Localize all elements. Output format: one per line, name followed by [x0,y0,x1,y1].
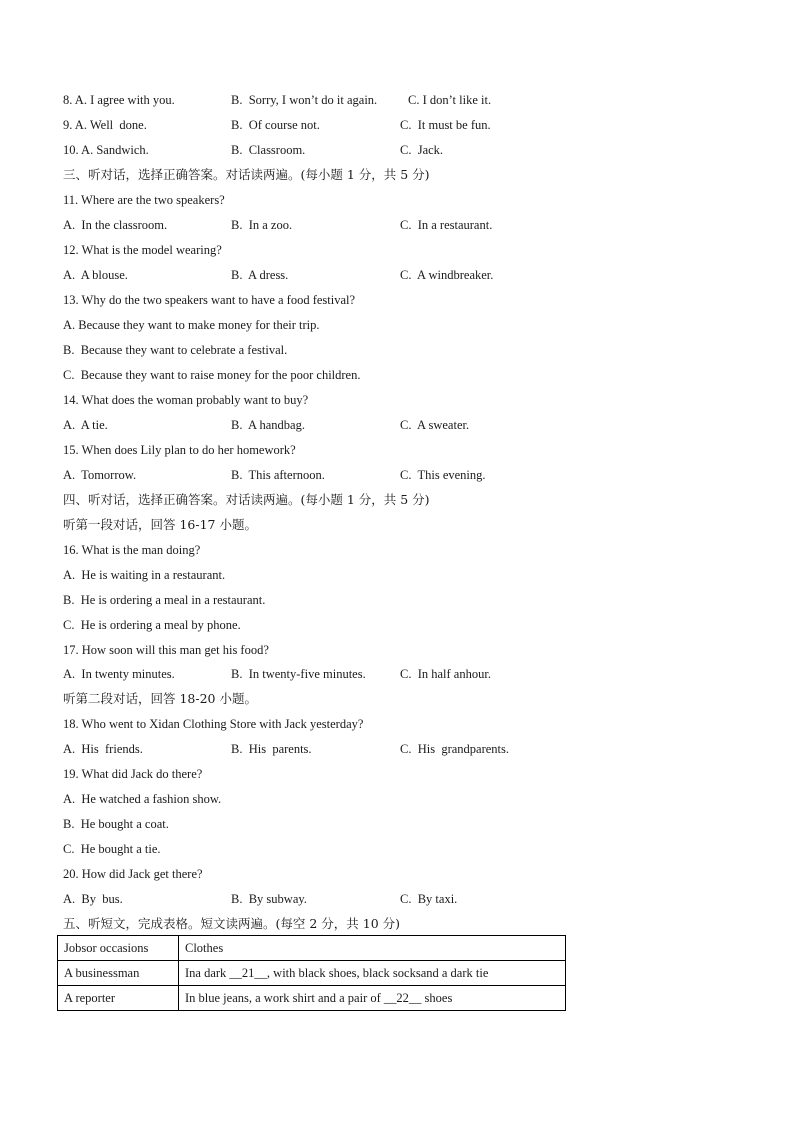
dialog-1-instruction: 听第一段对话，回答 16-17 小题。 [63,517,257,532]
q13-option-c: C. Because they want to raise money for the poor children. [63,368,361,382]
q15-option-a: A. Tomorrow. [63,468,137,482]
cell-text-after: , with black shoes, black socksand a dark tie [266,965,489,980]
section-3-heading: 三、听对话，选择正确答案。对话读两遍。(每小题 1 分，共 5 分) [63,167,430,182]
clothes-table [57,935,566,1011]
q19-stem: 19. What did Jack do there? [63,767,203,781]
table-cell-job: A reporter [58,986,179,1011]
dialog-2-instruction: 听第二段对话，回答 18-20 小题。 [63,691,257,706]
q12-option-b: B. A dress. [231,268,289,282]
table-row [58,961,566,986]
q15-stem: 15. When does Lily plan to do her homework? [63,443,296,457]
q19-option-c: C. He bought a tie. [63,842,161,856]
q12-option-c: C. A windbreaker. [400,268,494,282]
table-header-row [58,936,566,961]
cell-text-before: Ina dark [185,965,230,980]
q18-option-b: B. His parents. [231,742,312,756]
q18-option-a: A. His friends. [63,742,143,756]
q20-option-a: A. By bus. [63,892,123,906]
table-cell-clothes [179,961,566,986]
q17-stem: 17. How soon will this man get his food? [63,643,269,657]
q13-stem: 13. Why do the two speakers want to have a food festival? [63,293,356,307]
table-header-clothes: Clothes [179,936,566,961]
q15-option-c: C. This evening. [400,468,486,482]
q14-option-c: C. A sweater. [400,418,470,432]
q10-option-c: C. Jack. [400,143,444,157]
cell-text-after: shoes [421,990,453,1005]
section-4-heading: 四、听对话，选择正确答案。对话读两遍。(每小题 1 分，共 5 分) [63,492,430,507]
q15-option-b: B. This afternoon. [231,468,325,482]
q12-stem: 12. What is the model wearing? [63,243,222,257]
table-header-jobs: Jobsor occasions [58,936,179,961]
q11-option-b: B. In a zoo. [231,218,293,232]
q11-stem: 11. Where are the two speakers? [63,193,225,207]
q16-option-c: C. He is ordering a meal by phone. [63,618,241,632]
q16-option-a: A. He is waiting in a restaurant. [63,568,226,582]
q20-option-b: B. By subway. [231,892,307,906]
q18-option-c: C. His grandparents. [400,742,510,756]
answer-blank-22[interactable]: __22__ [383,990,422,1005]
q20-option-c: C. By taxi. [400,892,458,906]
q9-option-a: 9. A. Well done. [63,118,147,132]
q17-option-b: B. In twenty-five minutes. [231,667,366,681]
q9-option-b: B. Of course not. [231,118,320,132]
q19-option-a: A. He watched a fashion show. [63,792,222,806]
q11-option-c: C. In a restaurant. [400,218,493,232]
q8-option-b: B. Sorry, I won’t do it again. [231,93,378,107]
table-cell-job: A businessman [58,961,179,986]
q17-option-c: C. In half anhour. [400,667,491,681]
q17-option-a: A. In twenty minutes. [63,667,175,681]
table-row [58,986,566,1011]
q9-option-c: C. It must be fun. [400,118,491,132]
q13-option-a: A. Because they want to make money for their trip. [63,318,320,332]
q16-stem: 16. What is the man doing? [63,543,201,557]
q14-stem: 14. What does the woman probably want to buy? [63,393,309,407]
q13-option-b: B. Because they want to celebrate a festival. [63,343,288,357]
cell-text-before: In blue jeans, a work shirt and a pair of [185,990,384,1005]
q20-stem: 20. How did Jack get there? [63,867,203,881]
q19-option-b: B. He bought a coat. [63,817,169,831]
q16-option-b: B. He is ordering a meal in a restaurant. [63,593,266,607]
q10-option-b: B. Classroom. [231,143,306,157]
q18-stem: 18. Who went to Xidan Clothing Store with Jack yesterday? [63,717,364,731]
q8-option-c: C. I don’t like it. [408,93,492,107]
q8-option-a: 8. A. I agree with you. [63,93,175,107]
q14-option-a: A. A tie. [63,418,108,432]
q12-option-a: A. A blouse. [63,268,128,282]
q10-option-a: 10. A. Sandwich. [63,143,149,157]
q11-option-a: A. In the classroom. [63,218,168,232]
table-cell-clothes [179,986,566,1011]
answer-blank-21[interactable]: __21__ [229,965,267,980]
q14-option-b: B. A handbag. [231,418,305,432]
section-5-heading: 五、听短文，完成表格。短文读两遍。(每空 2 分，共 10 分) [63,916,401,931]
